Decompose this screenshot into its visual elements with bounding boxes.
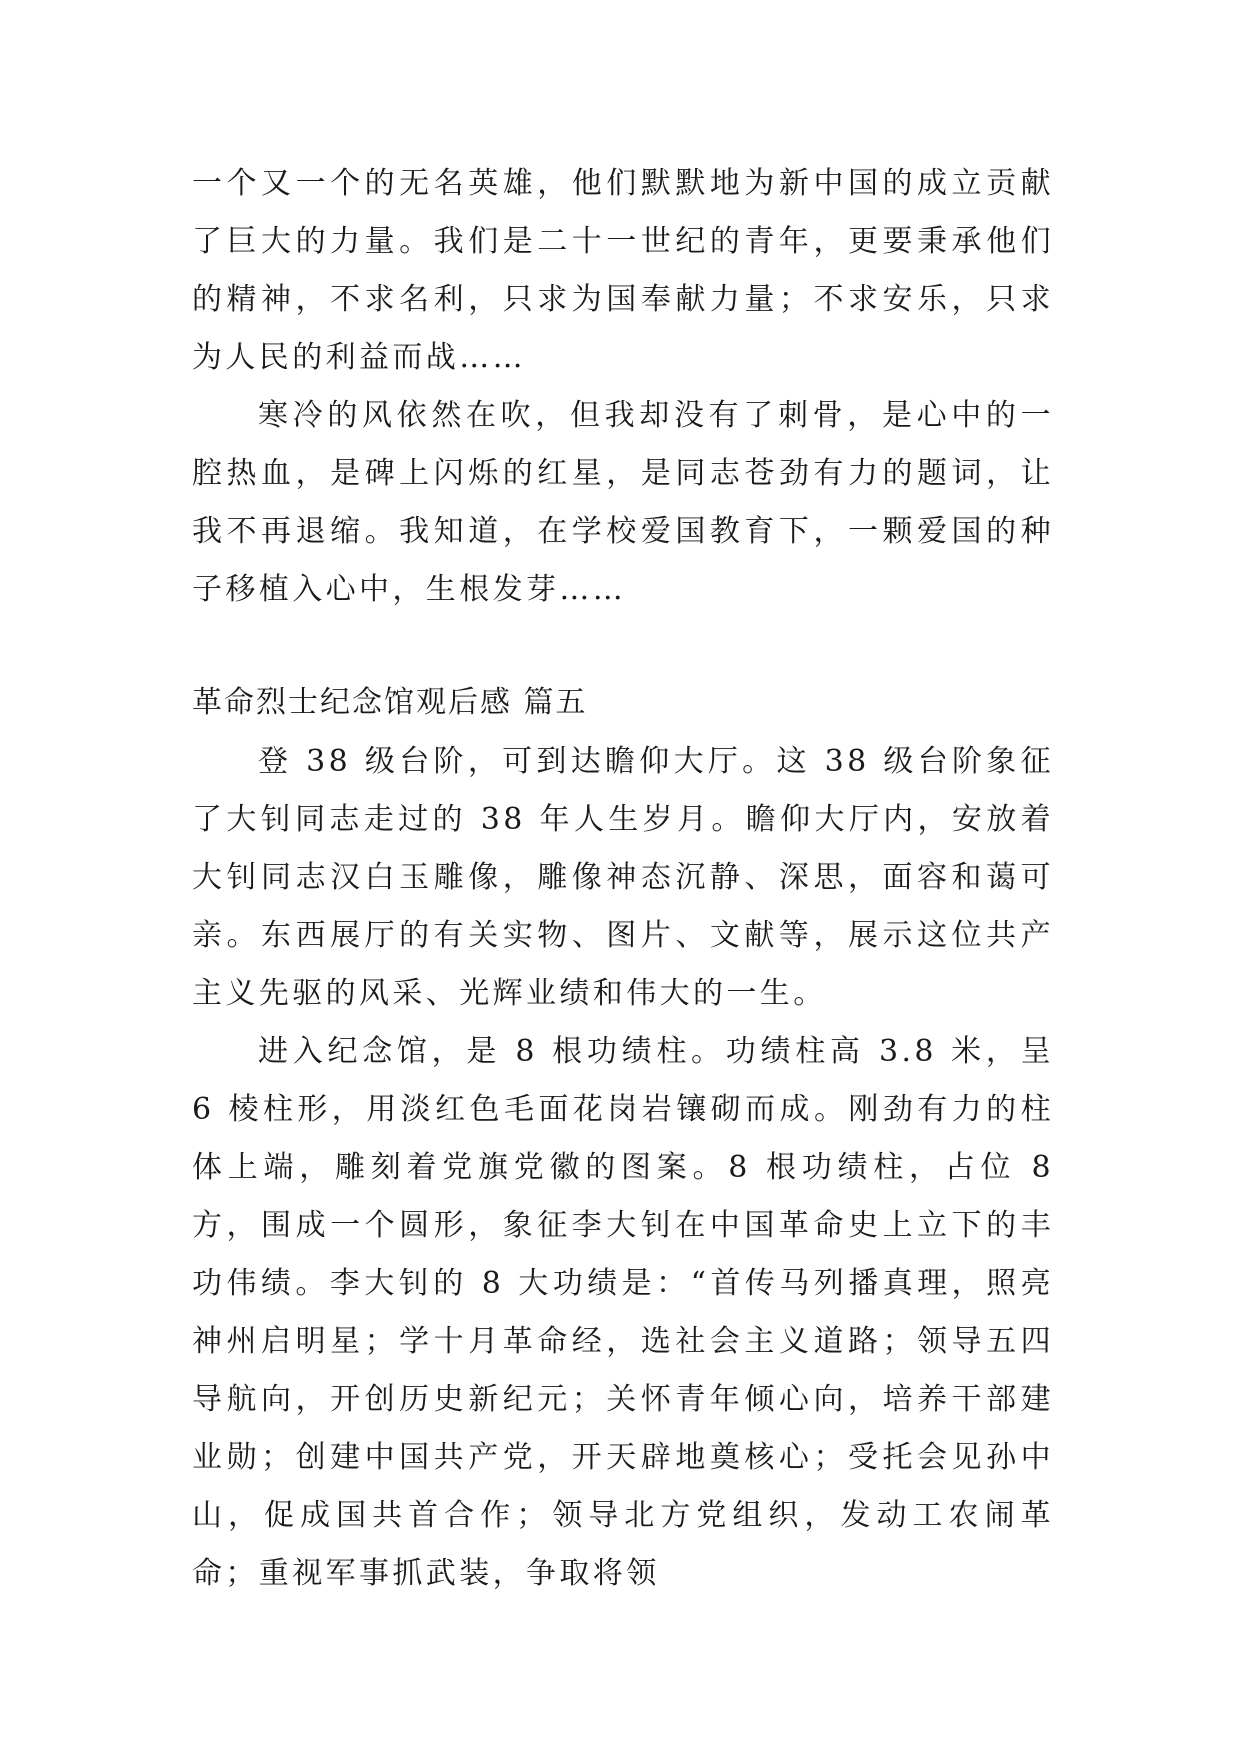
paragraph-pillars: 进入纪念馆，是 8 根功绩柱。功绩柱高 3.8 米，呈 6 棱柱形，用淡红色毛面花岗岩镶砌而成。刚劲有力的柱体上端，雕刻着党旗党徽的图案。8 根功绩柱，占位 8 方，围成一个圆形，象征李大钊在中国革命史上立下的丰功伟绩。李大钊的 8 大功绩是：“首传马列播真理，照亮神州启明星；学十月革命经，选社会主义道路；领导五四导航向，开创历史新纪元；关怀青年倾心向，培养干部建业勋；创建中国共产党，开天辟地奠核心；受托会见孙中山，促成国共首合作；领导北方党组织，发动工农闹革命；重视军事抓武装，争取将领 bbox=[192, 1034, 1054, 1591]
paragraph-steps: 登 38 级台阶，可到达瞻仰大厅。这 38 级台阶象征了大钊同志走过的 38 年人生岁月。瞻仰大厅内，安放着大钊同志汉白玉雕像，雕像神态沉静、深思，面容和蔼可亲。东西展厅的有关实物、图片、文献等，展示这位共产主义先驱的风采、光辉业绩和伟大的一生。 bbox=[192, 744, 1054, 1011]
paragraph-heroes: 一个又一个的无名英雄，他们默默地为新中国的成立贡献了巨大的力量。我们是二十一世纪的青年，更要秉承他们的精神，不求名利，只求为国奉献力量；不求安乐，只求为人民的利益而战…… bbox=[192, 166, 1054, 375]
paragraph-cold-wind: 寒冷的风依然在吹，但我却没有了刺骨，是心中的一腔热血，是碑上闪烁的红星，是同志苍劲有力的题词，让我不再退缩。我知道，在学校爱国教育下，一颗爱国的种子移植入心中，生根发芽…… bbox=[192, 398, 1054, 607]
document-page bbox=[192, 155, 1054, 1603]
section-title: 革命烈士纪念馆观后感 篇五 bbox=[192, 685, 588, 720]
